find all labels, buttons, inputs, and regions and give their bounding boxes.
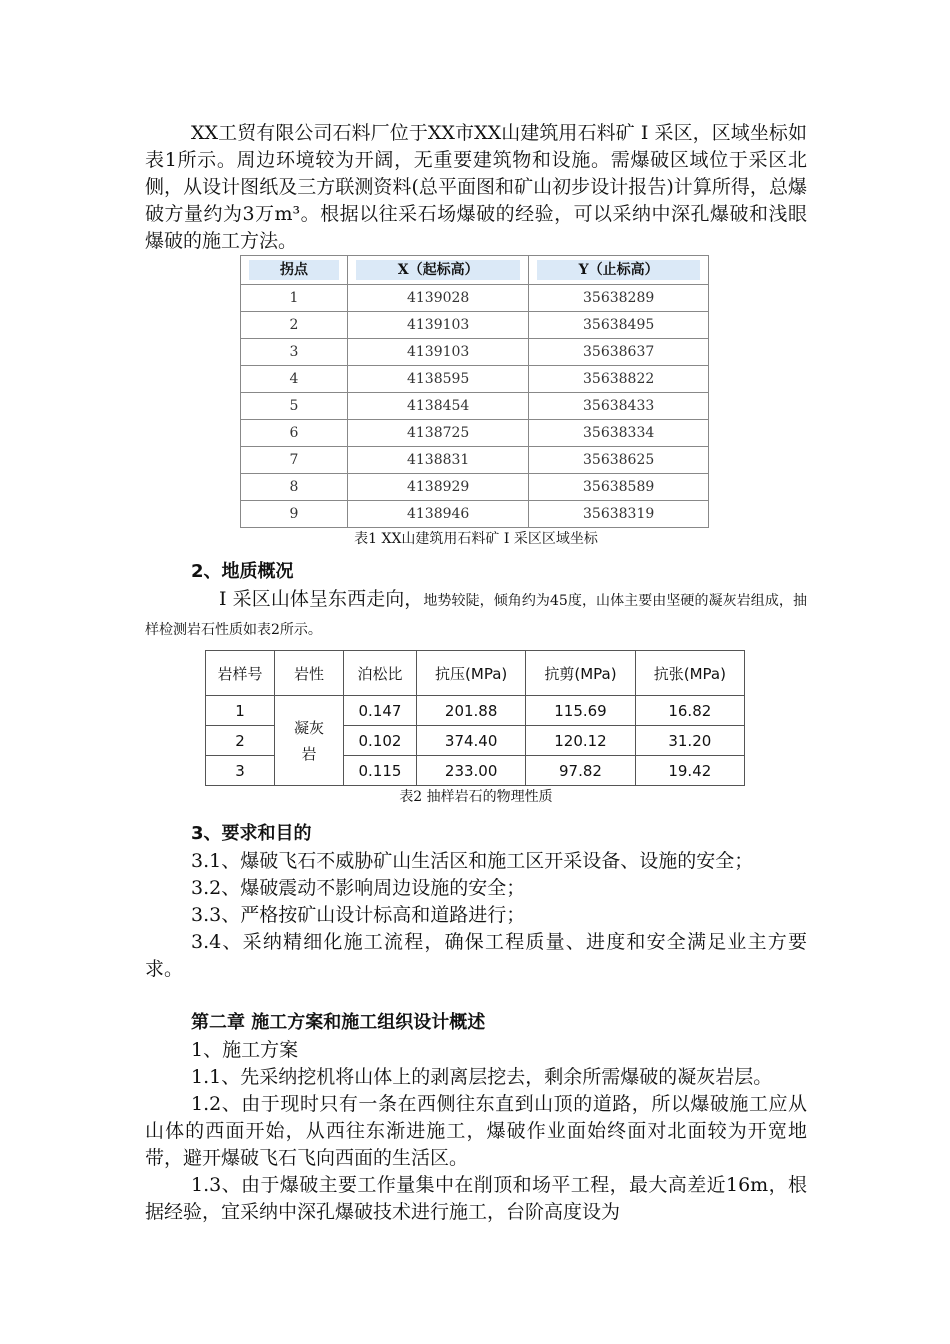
table-cell: 4138946	[348, 501, 529, 528]
geology-rest: 地势较陡，倾角约为45度，山体主要由坚硬的凝灰岩组成，抽样检测岩石性质如表2所示。	[145, 593, 807, 638]
table-cell: 2	[241, 312, 348, 339]
table-header-row	[206, 651, 745, 696]
table-cell: 35638289	[529, 285, 709, 312]
table-cell: 6	[241, 420, 348, 447]
table-cell: 2	[206, 726, 275, 756]
table-cell: 0.147	[344, 696, 417, 726]
table-header-cell: 抗压(MPa)	[417, 651, 526, 696]
table-cell: 4138454	[348, 393, 529, 420]
table-cell: 374.40	[417, 726, 526, 756]
table-header-cell: 岩样号	[206, 651, 275, 696]
table-row	[241, 447, 709, 474]
table-cell: 233.00	[417, 756, 526, 786]
requirement-item: 3.3、严格按矿山设计标高和道路进行；	[191, 904, 526, 926]
table-header-cell: 拐点	[249, 260, 339, 280]
intro-paragraph: XX工贸有限公司石料厂位于XX市XX山建筑用石料矿 Ⅰ 采区，区域坐标如表1所示。周边环境较为开阔，无重要建筑物和设施。需爆破区域位于采区北侧，从设计图纸及三方联测资料(总平面图和矿山初步设计报告)计算所得，总爆破方量约为3万m³。根据以往采石场爆破的经验，可以采纳中深孔爆破和浅眼爆破的施工方法。	[145, 122, 807, 252]
table-cell: 35638495	[529, 312, 709, 339]
table-cell: 7	[241, 447, 348, 474]
table-cell: 35638822	[529, 366, 709, 393]
table-cell: 35638625	[529, 447, 709, 474]
table-cell: 35638433	[529, 393, 709, 420]
table-row	[241, 501, 709, 528]
table-cell: 0.102	[344, 726, 417, 756]
table-cell: 4138929	[348, 474, 529, 501]
table-cell: 35638334	[529, 420, 709, 447]
table-cell: 35638589	[529, 474, 709, 501]
requirement-item: 3.2、爆破震动不影响周边设施的安全；	[191, 877, 526, 899]
table-cell: 35638319	[529, 501, 709, 528]
table-row	[241, 366, 709, 393]
table1-caption: 表1 XX山建筑用石料矿 Ⅰ 采区区域坐标	[354, 531, 598, 547]
table-header-row	[241, 256, 709, 285]
requirement-item: 3.4、采纳精细化施工流程，确保工程质量、进度和安全满足业主方要求。	[145, 931, 807, 980]
table-header-cell: 抗剪(MPa)	[526, 651, 635, 696]
geology-paragraph	[145, 586, 807, 644]
table-cell: 5	[241, 393, 348, 420]
table-cell: 4139103	[348, 339, 529, 366]
table-row	[241, 339, 709, 366]
plan-item: 1.1、先采纳挖机将山体上的剥离层挖去，剩余所需爆破的凝灰岩层。	[191, 1066, 773, 1088]
table-cell: 3	[241, 339, 348, 366]
table-header-cell: 抗张(MPa)	[635, 651, 744, 696]
table2-caption: 表2 抽样岩石的物理性质	[399, 789, 553, 805]
section-heading: 3、要求和目的	[191, 823, 312, 844]
rock-properties-table	[205, 650, 745, 786]
lithology-cell: 凝灰岩	[275, 696, 344, 786]
section-heading: 2、地质概况	[191, 561, 294, 582]
table-cell: 97.82	[526, 756, 635, 786]
table-cell: 3	[206, 756, 275, 786]
table-header-cell: Y（止标高）	[537, 260, 700, 280]
table-row	[241, 393, 709, 420]
table-cell: 9	[241, 501, 348, 528]
table-cell: 0.115	[344, 756, 417, 786]
table-cell: 8	[241, 474, 348, 501]
table-cell: 201.88	[417, 696, 526, 726]
table-cell: 4138725	[348, 420, 529, 447]
table-cell: 31.20	[635, 726, 744, 756]
requirement-item: 3.1、爆破飞石不威胁矿山生活区和施工区开采设备、设施的安全；	[191, 850, 754, 872]
table-cell: 4139103	[348, 312, 529, 339]
table-cell: 4	[241, 366, 348, 393]
plan-item: 1.2、由于现时只有一条在西侧往东直到山顶的道路，所以爆破施工应从山体的西面开始，从西往东渐进施工，爆破作业面始终面对北面较为开宽地带，避开爆破飞石飞向西面的生活区。	[145, 1093, 807, 1169]
table-row	[206, 696, 745, 726]
table-row	[241, 285, 709, 312]
plan-item: 1.3、由于爆破主要工作量集中在削顶和场平工程，最大高差近16m，根据经验，宜采纳中深孔爆破技术进行施工，台阶高度设为	[145, 1174, 807, 1223]
table-cell: 1	[206, 696, 275, 726]
table-cell: 1	[241, 285, 348, 312]
table-cell: 120.12	[526, 726, 635, 756]
table-row	[241, 420, 709, 447]
coordinate-table	[240, 255, 709, 528]
table-cell: 4138831	[348, 447, 529, 474]
table-row	[241, 312, 709, 339]
table-header-cell: 泊松比	[344, 651, 417, 696]
table-cell: 4138595	[348, 366, 529, 393]
table-cell: 19.42	[635, 756, 744, 786]
subsection-heading: 1、施工方案	[191, 1039, 299, 1061]
table-cell: 35638637	[529, 339, 709, 366]
document-page	[145, 120, 807, 1226]
table-cell: 115.69	[526, 696, 635, 726]
table-header-cell: X（起标高）	[356, 260, 520, 280]
table-cell: 4139028	[348, 285, 529, 312]
table-row	[241, 474, 709, 501]
table-header-cell: 岩性	[275, 651, 344, 696]
table-cell: 16.82	[635, 696, 744, 726]
geology-lead: Ⅰ 采区山体呈东西走向，	[219, 588, 424, 610]
chapter-heading: 第二章 施工方案和施工组织设计概述	[191, 1012, 486, 1033]
